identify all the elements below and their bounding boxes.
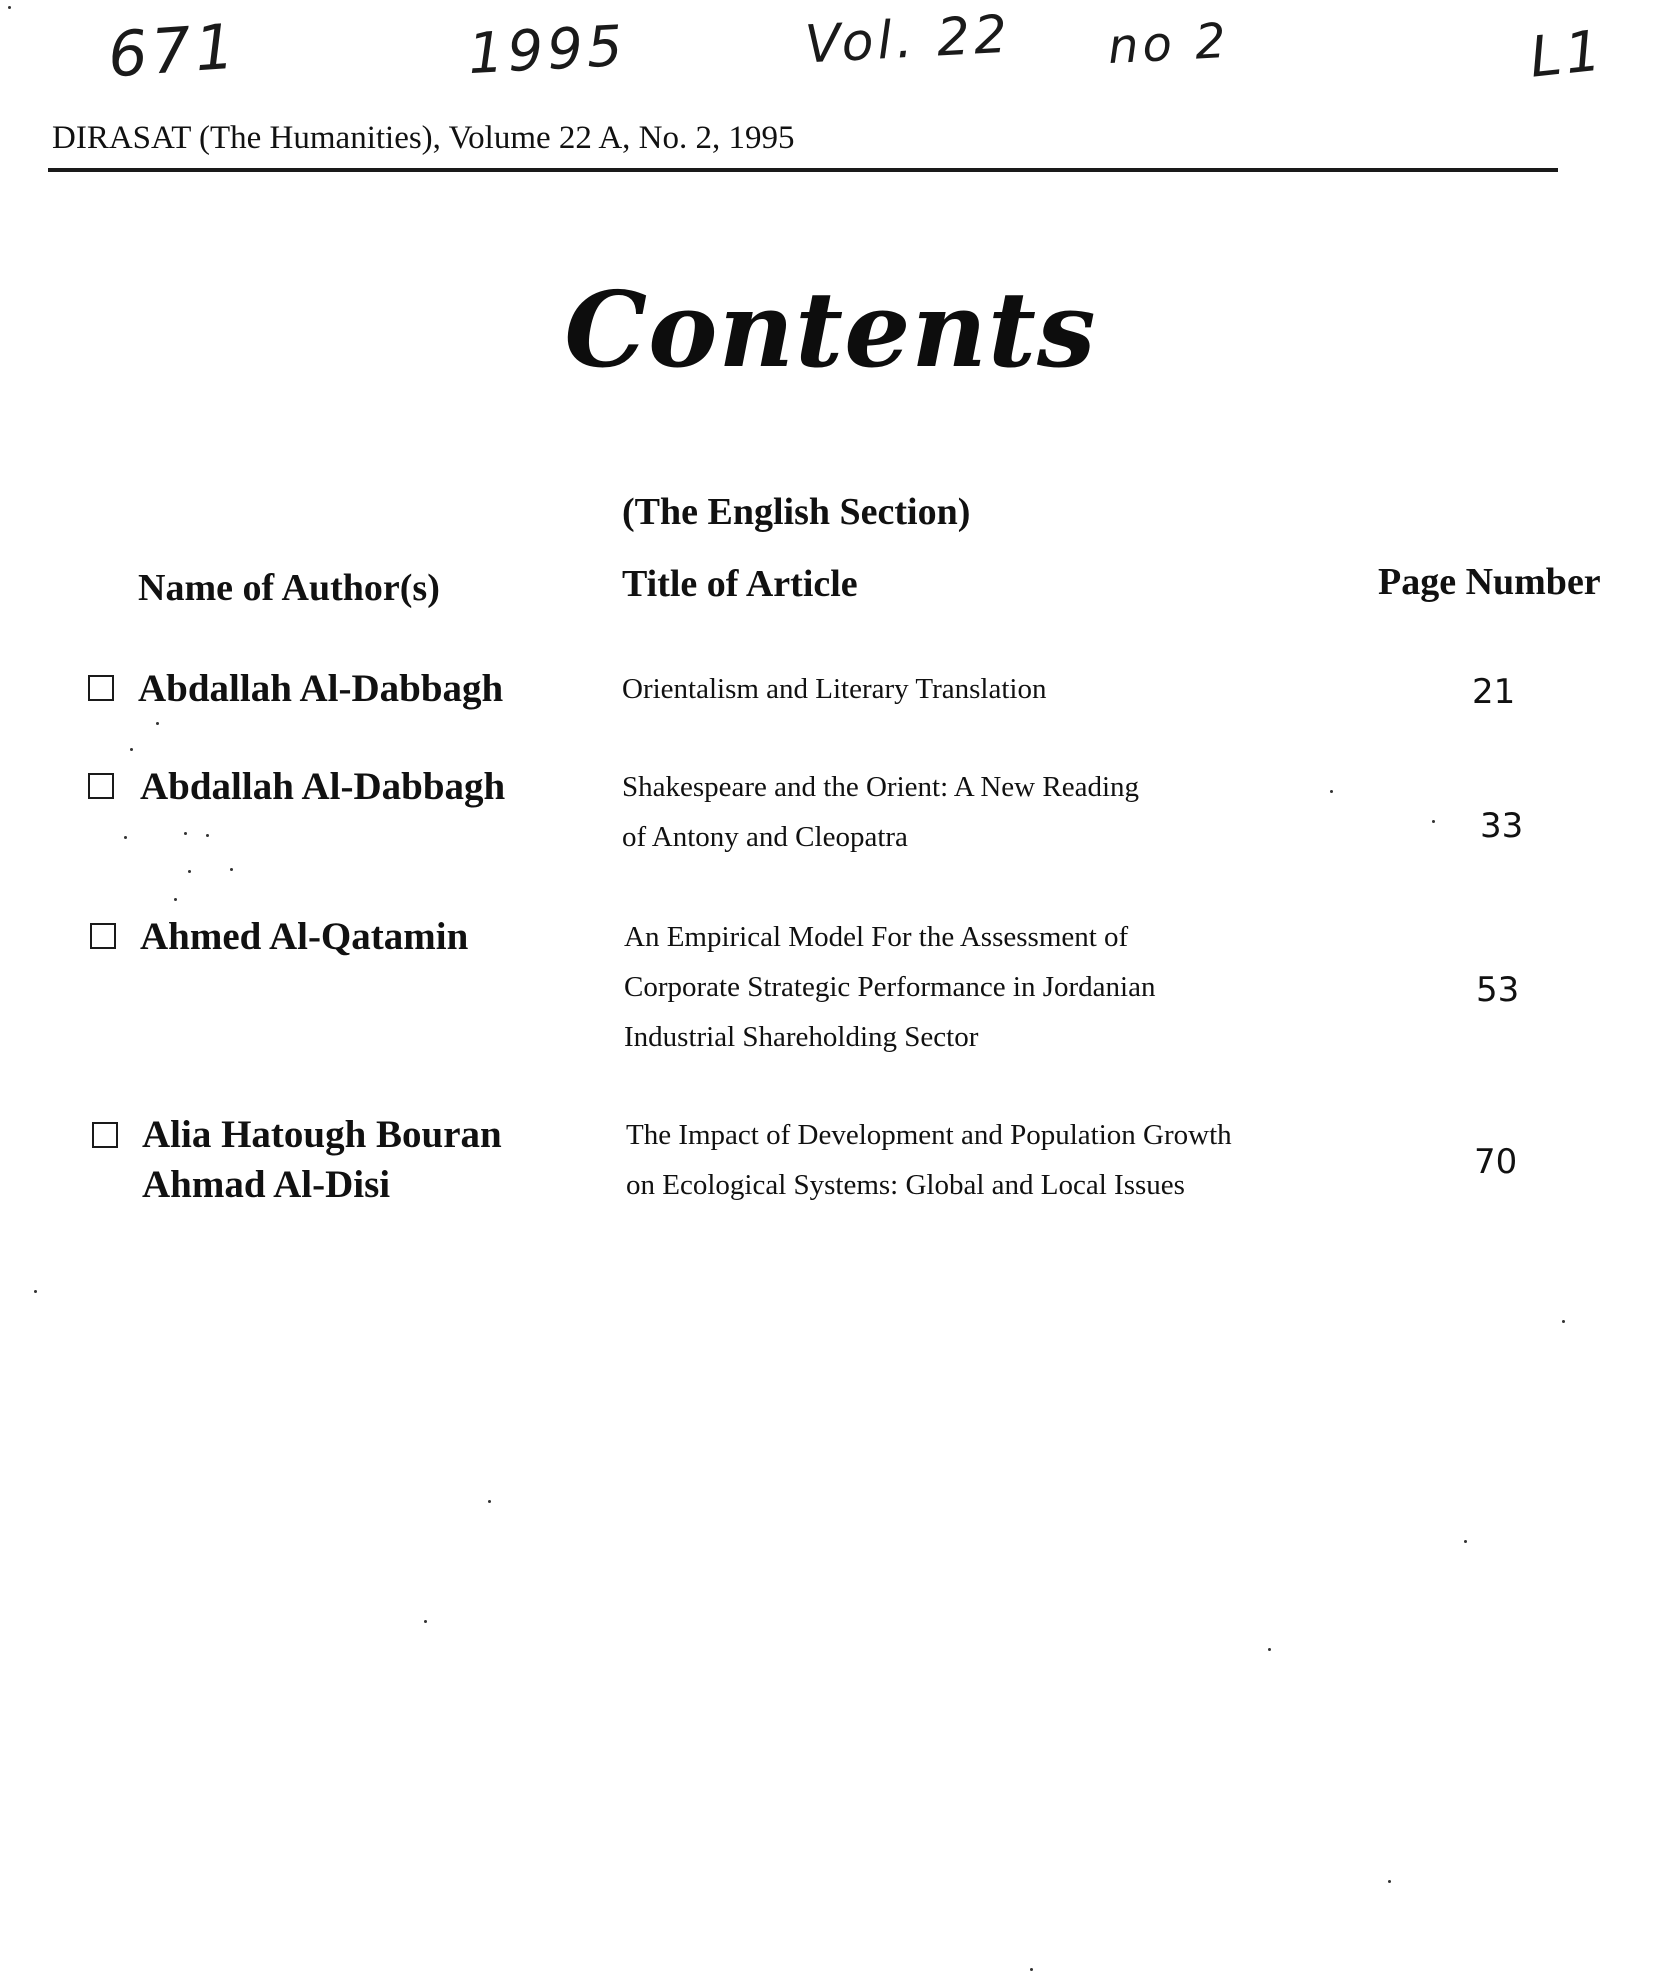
- entry-4-author-1: Alia Hatough Bouran: [142, 1113, 502, 1156]
- entry-3-title-line-1: An Empirical Model For the Assessment of: [624, 921, 1129, 953]
- scan-speck: [1030, 1968, 1033, 1971]
- column-header-page: Page Number: [1378, 561, 1601, 603]
- handwritten-note-4: no 2: [1106, 12, 1231, 76]
- journal-header: DIRASAT (The Humanities), Volume 22 A, No. 2, 1995: [52, 120, 795, 156]
- scan-speck: [184, 832, 187, 835]
- entry-1-page: 21: [1472, 672, 1516, 712]
- handwritten-note-2: 1995: [466, 13, 629, 88]
- entry-1-checkbox-icon: [88, 675, 114, 701]
- page-title: Contents: [564, 268, 1097, 391]
- scan-speck: [1330, 790, 1333, 793]
- entry-3-page: 53: [1476, 970, 1520, 1010]
- handwritten-note-1: 671: [105, 9, 241, 92]
- entry-2-title-line-2: of Antony and Cleopatra: [622, 821, 908, 853]
- column-header-title: Title of Article: [622, 563, 858, 605]
- scan-speck: [1388, 1880, 1391, 1883]
- entry-3-title-line-2: Corporate Strategic Performance in Jordanian: [624, 971, 1156, 1003]
- entry-3-title-line-3: Industrial Shareholding Sector: [624, 1021, 979, 1053]
- scan-speck: [174, 898, 177, 901]
- handwritten-note-5: L1: [1526, 18, 1609, 91]
- entry-4-author-2: Ahmad Al-Disi: [142, 1163, 391, 1206]
- header-rule: [48, 168, 1558, 172]
- entry-2-page: 33: [1480, 806, 1524, 846]
- entry-3-author: Ahmed Al-Qatamin: [140, 915, 469, 958]
- scan-speck: [156, 722, 159, 725]
- entry-4-page: 70: [1474, 1142, 1518, 1182]
- entry-4-title-line-1: The Impact of Development and Population Growth: [626, 1119, 1232, 1151]
- entry-3-checkbox-icon: [90, 923, 116, 949]
- entry-4-title-line-2: on Ecological Systems: Global and Local Issues: [626, 1169, 1185, 1201]
- scan-speck: [1268, 1648, 1271, 1651]
- entry-2-checkbox-icon: [88, 773, 114, 799]
- scan-speck: [124, 836, 127, 839]
- scan-speck: [34, 1290, 37, 1293]
- scan-speck: [206, 834, 209, 837]
- scan-speck: [1432, 820, 1435, 823]
- entry-2-author: Abdallah Al-Dabbagh: [140, 765, 506, 808]
- scan-speck: [130, 748, 133, 751]
- entry-1-author: Abdallah Al-Dabbagh: [138, 667, 504, 710]
- entry-4-checkbox-icon: [92, 1122, 118, 1148]
- section-label: (The English Section): [622, 491, 971, 533]
- scan-speck: [424, 1620, 427, 1623]
- entry-2-title-line-1: Shakespeare and the Orient: A New Reading: [622, 771, 1140, 803]
- scan-speck: [8, 6, 11, 9]
- scan-speck: [1562, 1320, 1565, 1323]
- entry-1-title-line-1: Orientalism and Literary Translation: [622, 673, 1047, 705]
- scan-speck: [1464, 1540, 1467, 1543]
- scan-speck: [488, 1500, 491, 1503]
- column-header-author: Name of Author(s): [138, 567, 440, 609]
- handwritten-note-3: Vol. 22: [803, 4, 1013, 76]
- scan-speck: [188, 870, 191, 873]
- scan-speck: [230, 868, 233, 871]
